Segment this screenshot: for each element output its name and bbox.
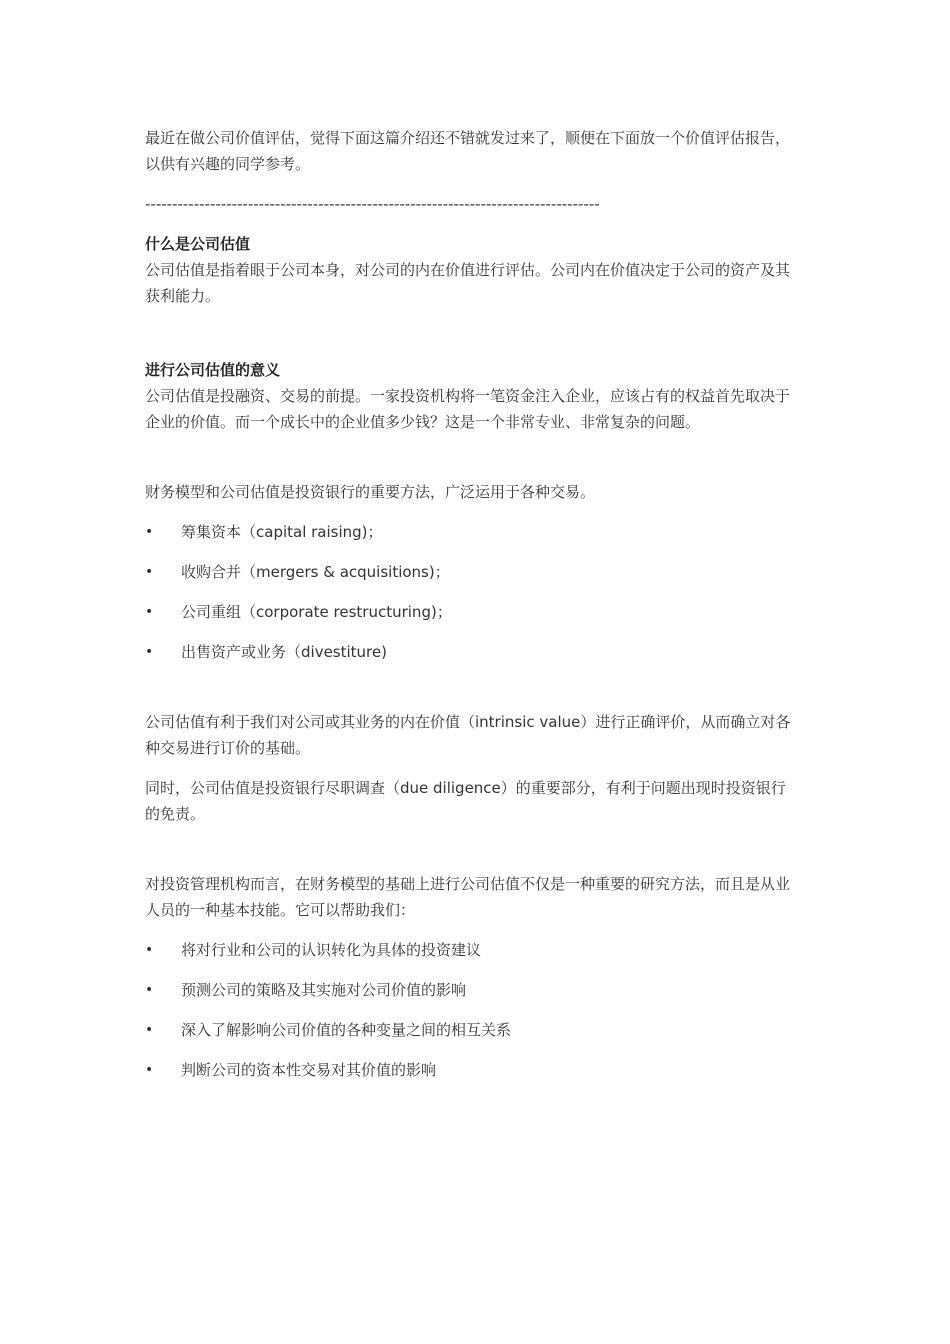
bullet-icon: • <box>145 1022 154 1038</box>
section-body-what-is-valuation: 公司估值是指着眼于公司本身，对公司的内在价值进行评估。公司内在价值决定于公司的资产及其获利能力。 <box>145 261 791 305</box>
investment-management-intro: 对投资管理机构而言，在财务模型的基础上进行公司估值不仅是一种重要的研究方法，而且是从业人员的一种基本技能。它可以帮助我们： <box>145 875 791 919</box>
bullet-icon: • <box>145 524 154 540</box>
list-item: • 出售资产或业务（divestiture) <box>145 639 800 665</box>
list-item: • 收购合并（mergers & acquisitions)； <box>145 559 800 585</box>
bullet-icon: • <box>145 644 154 660</box>
list-item: • 判断公司的资本性交易对其价值的影响 <box>145 1057 800 1083</box>
spacer <box>145 827 800 871</box>
spacer <box>145 435 800 479</box>
list-item: • 筹集资本（capital raising)； <box>145 519 800 545</box>
transactions-list <box>145 519 800 665</box>
bullet-icon: • <box>145 604 154 620</box>
bullet-icon: • <box>145 942 154 958</box>
benefits-list <box>145 937 800 1083</box>
spacer <box>145 679 800 709</box>
list-item: • 深入了解影响公司价值的各种变量之间的相互关系 <box>145 1017 800 1043</box>
spacer <box>145 309 800 357</box>
bullet-icon: • <box>145 982 154 998</box>
due-diligence-paragraph: 同时，公司估值是投资银行尽职调查（due diligence）的重要部分，有利于问题出现时投资银行的免责。 <box>145 779 786 823</box>
intro-paragraph: 最近在做公司价值评估，觉得下面这篇介绍还不错就发过来了，顺便在下面放一个价值评估报告，以供有兴趣的同学参考。 <box>145 129 791 173</box>
section-heading-what-is-valuation: 什么是公司估值 <box>145 235 251 253</box>
transactions-intro: 财务模型和公司估值是投资银行的重要方法，广泛运用于各种交易。 <box>145 483 596 501</box>
document-page <box>145 125 800 1097</box>
section-heading-meaning: 进行公司估值的意义 <box>145 361 281 379</box>
divider-line: ------------------------------------------------------------------------------------ <box>145 195 600 213</box>
bullet-icon: • <box>145 564 154 580</box>
bullet-icon: • <box>145 1062 154 1078</box>
intrinsic-value-paragraph: 公司估值有利于我们对公司或其业务的内在价值（intrinsic value）进行正确评价，从而确立对各种交易进行订价的基础。 <box>145 713 791 757</box>
section-body-meaning: 公司估值是投融资、交易的前提。一家投资机构将一笔资金注入企业，应该占有的权益首先取决于企业的价值。而一个成长中的企业值多少钱？这是一个非常专业、非常复杂的问题。 <box>145 387 791 431</box>
list-item: • 预测公司的策略及其实施对公司价值的影响 <box>145 977 800 1003</box>
list-item: • 公司重组（corporate restructuring)； <box>145 599 800 625</box>
list-item: • 将对行业和公司的认识转化为具体的投资建议 <box>145 937 800 963</box>
